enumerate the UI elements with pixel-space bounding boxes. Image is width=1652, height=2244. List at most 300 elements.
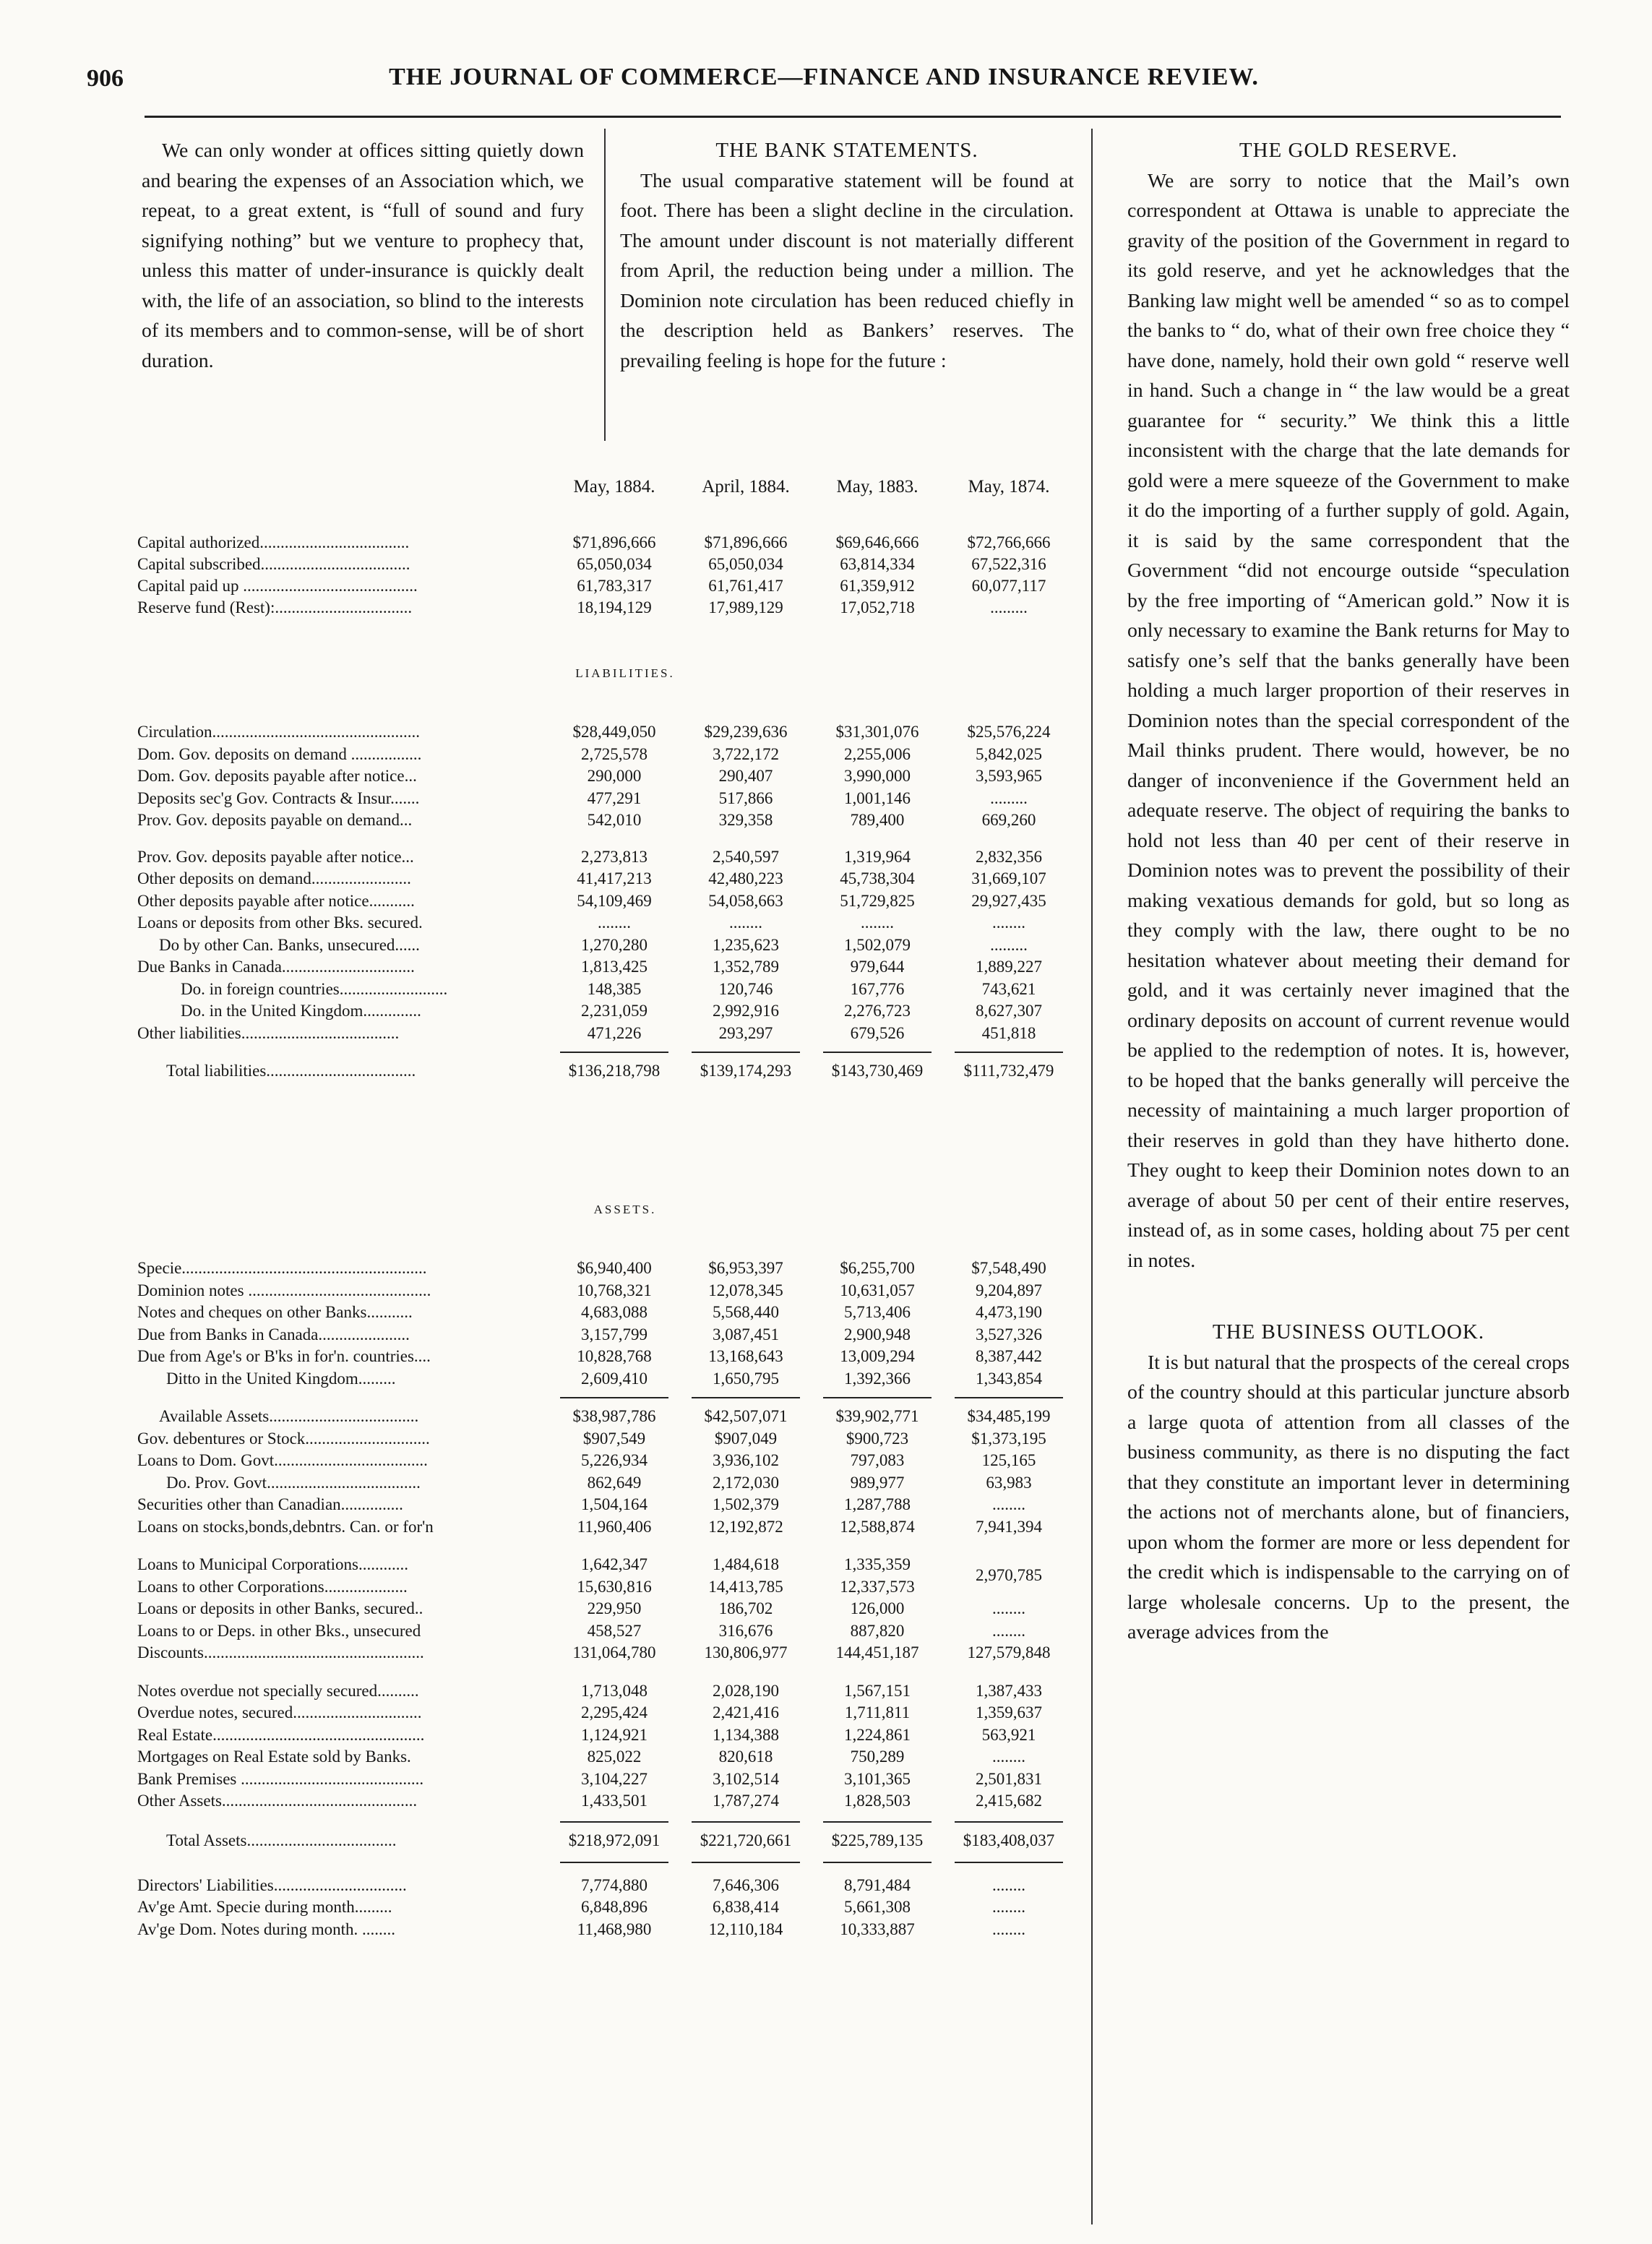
- row-value: 65,050,034: [708, 555, 783, 573]
- row-value: 61,359,912: [840, 577, 915, 595]
- row-value: ........: [992, 1898, 1025, 1916]
- row-value: 797,083: [850, 1451, 905, 1469]
- row-value: $225,789,135: [831, 1831, 924, 1849]
- row-value: $139,174,293: [700, 1062, 792, 1080]
- row-value: ........: [861, 913, 894, 932]
- row-value: $6,940,400: [577, 1259, 652, 1277]
- row-value: $6,255,700: [840, 1259, 915, 1277]
- row-value: 4,683,088: [581, 1303, 648, 1321]
- row-value: 3,101,365: [844, 1769, 911, 1788]
- sum-rule: [692, 1821, 800, 1823]
- row-value: ........: [729, 913, 762, 932]
- row-value: 1,642,347: [581, 1555, 648, 1573]
- liability-row: [137, 892, 1113, 914]
- row-label: Do. in the United Kingdom..............: [181, 1002, 421, 1020]
- row-value: 131,064,780: [572, 1643, 656, 1661]
- row-label: Other liabilities......................................: [137, 1023, 400, 1042]
- row-value: ........: [992, 1599, 1025, 1617]
- table-column-header: May, 1883.: [836, 477, 919, 496]
- row-value: 42,480,223: [708, 869, 783, 887]
- row-label: Other deposits on demand........................: [137, 869, 411, 887]
- row-value: 61,761,417: [708, 577, 783, 595]
- row-label: Loans to Municipal Corporations............: [137, 1555, 408, 1573]
- row-value: 4,473,190: [976, 1303, 1042, 1321]
- row-value: 862,649: [587, 1473, 642, 1492]
- sum-rule: [560, 1821, 668, 1823]
- row-value: 1,828,503: [844, 1792, 911, 1810]
- row-label: Prov. Gov. deposits payable on demand...: [137, 811, 413, 829]
- row-value: 1,713,048: [581, 1681, 648, 1700]
- row-label: Notes overdue not specially secured..........: [137, 1681, 419, 1700]
- asset-row: [137, 1643, 1113, 1666]
- asset-row: [137, 1792, 1113, 1814]
- row-value: 1,504,164: [581, 1495, 648, 1513]
- row-value: 15,630,816: [577, 1577, 652, 1596]
- row-value: 144,451,187: [835, 1643, 919, 1661]
- available-assets-row: [137, 1407, 1113, 1430]
- row-value: .........: [990, 788, 1028, 807]
- corporations-1874-value: 2,970,785: [976, 1566, 1042, 1584]
- row-label: Notes and cheques on other Banks...........: [137, 1303, 413, 1321]
- gold-reserve-paragraph: We are sorry to notice that the Mail’s own correspondent at Ottawa is unable to appreciate the gravity of the position of the Government in regard to its gold reserve, and yet he acknowledges that the Banking law might well be amended “ so as to compel the banks to “ do, what of their own free choice they “ have done, namely, hold their own gold “ reserve well in hand. Such a change in “ the law would be a great guarantee for “ security.” We think this a little inconsistent with the charge that the late demands for gold were a mere squeeze of the Government to make it do the importing of a further supply of gold. Again, it is said by the same correspondent that the Government “did not encourge outside “speculation by the free importing of “American gold.” Now it is only necessary to examine the Bank returns for May to satisfy one’s self that the banks generally have been holding a much larger proportion of their reserves in Dominion notes than the special correspondent of the Mail thinks prudent. There would, however, be no danger of inconvenience if the Government held an adequate reserve. The object of requiring the banks to hold not less than 40 per cent of their reserve in Dominion notes was to prevent the possibility of their making vexatious demands for gold, but so long as they comply with the law, there ought to be no hesitation whatever about meeting their demand for gold, and it was certainly never imagined that the ordinary deposits on account of current revenue would be applied to the redemption of notes. It is, however, to be hoped that the banks generally will perceive the necessity of maintaining a much larger proportion of their reserves in gold than they have hitherto done. They ought to keep their Dominion notes down to an average of about 50 per cent of their entire reserves, instead of, as in some cases, holding about 75 per cent in notes.: [1127, 169, 1570, 1272]
- row-value: ........: [992, 913, 1025, 932]
- sum-rule: [823, 1862, 932, 1863]
- asset-row: [137, 1518, 1113, 1540]
- sum-rule: [560, 1397, 668, 1398]
- row-label: Overdue notes, secured...............................: [137, 1703, 422, 1721]
- row-label: Loans on stocks,bonds,debntrs. Can. or for'n: [137, 1517, 434, 1536]
- row-value: 2,028,190: [713, 1681, 779, 1700]
- row-value: 3,593,965: [976, 767, 1042, 785]
- sum-rule: [560, 1862, 668, 1863]
- row-label: Securities other than Canadian...............: [137, 1495, 403, 1513]
- row-label: Specie...........................................................: [137, 1259, 427, 1277]
- row-value: 6,838,414: [713, 1898, 779, 1916]
- row-value: 5,661,308: [844, 1898, 911, 1916]
- asset-row: [137, 1325, 1113, 1348]
- row-value: 5,226,934: [581, 1451, 648, 1469]
- row-value: 2,540,597: [713, 847, 779, 866]
- row-label: Mortgages on Real Estate sold by Banks.: [137, 1748, 411, 1766]
- row-value: ........: [992, 1920, 1025, 1938]
- row-value: ........: [992, 1875, 1025, 1894]
- row-value: 229,950: [587, 1599, 642, 1617]
- column-2: [620, 136, 1074, 376]
- row-value: 1,567,151: [844, 1681, 911, 1700]
- row-label: Loans to or Deps. in other Bks., unsecured: [137, 1621, 421, 1640]
- row-value: 148,385: [587, 979, 642, 998]
- asset-row: [137, 1281, 1113, 1304]
- row-value: 11,468,980: [577, 1920, 652, 1938]
- row-value: 12,588,874: [840, 1517, 915, 1536]
- total-liabilities-row: [137, 1062, 1113, 1084]
- col2-paragraph: The usual comparative statement will be found at foot. There has been a slight decline in the circulation. The amount under discount is not materially different from April, the reduction being under a million. The Dominion note circulation has been reduced chiefly in the description held as Bankers’ reserves. The prevailing feeling is hope for the future :: [620, 169, 1074, 372]
- row-value: 517,866: [718, 788, 773, 807]
- sum-rule: [955, 1862, 1063, 1863]
- row-value: 120,746: [718, 979, 773, 998]
- row-value: 1,124,921: [581, 1725, 648, 1744]
- row-value: $31,301,076: [835, 723, 919, 741]
- row-value: 29,927,435: [971, 891, 1046, 910]
- row-value: 10,828,768: [577, 1347, 652, 1365]
- asset-row: [137, 1303, 1113, 1325]
- row-value: 2,421,416: [713, 1703, 779, 1721]
- row-label: Loans or deposits from other Bks. secured.: [137, 913, 423, 932]
- row-value: $72,766,666: [967, 533, 1051, 551]
- row-value: 1,889,227: [976, 958, 1042, 976]
- sum-rule: [692, 1397, 800, 1398]
- table-column-header: April, 1884.: [702, 477, 790, 496]
- col1-paragraph: We can only wonder at offices sitting quietly down and bearing the expenses of an Association which, we repeat, to a great extent, is “full of sound and fury signifying nothing” but we venture to prophecy that, unless this matter of under-insurance is quickly dealt with, the life of an association, so blind to the interests of its members and to common-sense, will be of short duration.: [142, 139, 584, 372]
- row-value: 1,359,637: [976, 1703, 1042, 1721]
- row-value: 54,109,469: [577, 891, 652, 910]
- row-label: Reserve fund (Rest):.................................: [137, 598, 413, 616]
- row-value: 2,231,059: [581, 1002, 648, 1020]
- row-value: 63,814,334: [840, 555, 915, 573]
- row-value: 11,960,406: [577, 1517, 652, 1536]
- row-value: 1,287,788: [844, 1495, 911, 1513]
- asset-row: [137, 1622, 1113, 1644]
- liability-row: [137, 958, 1113, 980]
- row-value: $6,953,397: [708, 1259, 783, 1277]
- row-value: $218,972,091: [568, 1831, 661, 1849]
- row-value: 6,848,896: [581, 1898, 648, 1916]
- liability-row: [137, 1002, 1113, 1024]
- table-column-header: May, 1874.: [968, 477, 1050, 496]
- row-value: 7,646,306: [713, 1875, 779, 1894]
- row-value: 329,358: [718, 811, 773, 829]
- page-number: 906: [87, 65, 124, 92]
- row-value: 989,977: [850, 1473, 905, 1492]
- row-value: 2,900,948: [844, 1325, 911, 1344]
- row-value: 290,000: [587, 767, 642, 785]
- business-outlook-heading: THE BUSINESS OUTLOOK.: [1212, 1320, 1485, 1344]
- row-value: 2,415,682: [976, 1792, 1042, 1810]
- asset-row: [137, 1726, 1113, 1748]
- row-value: $907,049: [714, 1429, 778, 1448]
- row-label: Do. Prov. Govt.....................................: [166, 1473, 421, 1492]
- row-value: $25,576,224: [967, 723, 1051, 741]
- row-value: 13,009,294: [840, 1347, 915, 1365]
- row-value: 293,297: [718, 1023, 773, 1042]
- row-value: 126,000: [850, 1599, 905, 1617]
- row-label: Capital authorized....................................: [137, 533, 410, 551]
- row-label: Circulation..................................................: [137, 723, 420, 741]
- row-value: 1,235,623: [713, 935, 779, 954]
- row-value: 1,319,964: [844, 847, 911, 866]
- row-label: Loans to Dom. Govt.....................................: [137, 1451, 428, 1469]
- row-label: Available Assets....................................: [159, 1407, 419, 1425]
- row-value: 3,104,227: [581, 1769, 648, 1788]
- row-value: 679,526: [850, 1023, 905, 1042]
- row-value: 2,273,813: [581, 847, 648, 866]
- row-label: Gov. debentures or Stock..............................: [137, 1429, 430, 1448]
- asset-row: [137, 1599, 1113, 1622]
- row-label: Capital subscribed....................................: [137, 555, 410, 573]
- row-value: 41,417,213: [577, 869, 652, 887]
- asset-row: [137, 1682, 1113, 1704]
- row-value: 9,204,897: [976, 1281, 1042, 1299]
- row-value: 2,295,424: [581, 1703, 648, 1721]
- row-value: $42,507,071: [704, 1407, 788, 1425]
- row-value: 167,776: [850, 979, 905, 998]
- row-value: $69,646,666: [835, 533, 919, 551]
- liability-row: [137, 869, 1113, 892]
- bank-statements-heading: THE BANK STATEMENTS.: [715, 139, 978, 162]
- liability-row: [137, 745, 1113, 768]
- row-value: 2,609,410: [581, 1369, 648, 1388]
- row-value: $28,449,050: [572, 723, 656, 741]
- liability-row: [137, 980, 1113, 1002]
- row-label: Dom. Gov. deposits on demand .................: [137, 744, 422, 763]
- row-value: 1,352,789: [713, 958, 779, 976]
- row-label: Loans or deposits in other Banks, secured..: [137, 1599, 423, 1617]
- row-value: 743,621: [981, 979, 1036, 998]
- row-label: Av'ge Dom. Notes during month. ........: [137, 1920, 395, 1938]
- row-value: $38,987,786: [572, 1407, 656, 1425]
- row-label: Deposits sec'g Gov. Contracts & Insur.......: [137, 788, 420, 807]
- row-value: $907,549: [582, 1429, 646, 1448]
- row-value: ........: [992, 1495, 1025, 1513]
- row-value: 12,078,345: [708, 1281, 783, 1299]
- asset-row: [137, 1430, 1113, 1452]
- row-label: Real Estate...................................................: [137, 1725, 425, 1744]
- asset-row: [137, 1259, 1113, 1281]
- row-value: 8,627,307: [976, 1002, 1042, 1020]
- row-value: ........: [992, 1748, 1025, 1766]
- row-value: 1,484,618: [713, 1555, 779, 1573]
- row-value: 63,983: [986, 1473, 1032, 1492]
- row-label: Discounts.....................................................: [137, 1643, 424, 1661]
- assets-heading: ASSETS.: [593, 1203, 657, 1216]
- row-value: 979,644: [850, 958, 905, 976]
- row-value: 1,392,366: [844, 1369, 911, 1388]
- asset-row: [137, 1451, 1113, 1474]
- liabilities-heading: LIABILITIES.: [575, 666, 675, 680]
- row-value: 3,527,326: [976, 1325, 1042, 1344]
- sum-rule: [692, 1862, 800, 1863]
- capital-row: [137, 577, 1113, 599]
- liability-row: [137, 913, 1113, 936]
- asset-row: [137, 1347, 1113, 1370]
- directors-row: [137, 1898, 1113, 1920]
- directors-row: [137, 1920, 1113, 1943]
- row-value: 1,711,811: [844, 1703, 911, 1721]
- row-value: 18,194,129: [577, 598, 652, 616]
- row-value: 1,001,146: [844, 788, 911, 807]
- row-value: 5,842,025: [976, 744, 1042, 763]
- row-value: 2,255,006: [844, 744, 911, 763]
- row-value: 130,806,977: [704, 1643, 788, 1661]
- row-value: 1,343,854: [976, 1369, 1042, 1388]
- row-value: 17,989,129: [708, 598, 783, 616]
- row-value: 3,990,000: [844, 767, 911, 785]
- sum-rule: [823, 1052, 932, 1053]
- row-label: Av'ge Amt. Specie during month.........: [137, 1898, 392, 1916]
- row-value: 54,058,663: [708, 891, 783, 910]
- row-value: 10,631,057: [840, 1281, 915, 1299]
- row-value: $136,218,798: [568, 1062, 661, 1080]
- row-label: Due from Banks in Canada......................: [137, 1325, 410, 1344]
- table-column-header: May, 1884.: [573, 477, 655, 496]
- sum-rule: [955, 1821, 1063, 1823]
- total-assets-row: [137, 1831, 1113, 1854]
- row-label: Do by other Can. Banks, unsecured......: [159, 935, 420, 954]
- row-value: 471,226: [587, 1023, 642, 1042]
- asset-row: [137, 1370, 1113, 1392]
- row-value: $7,548,490: [971, 1259, 1046, 1277]
- row-label: Other Assets...............................................: [137, 1792, 418, 1810]
- row-value: 451,818: [981, 1023, 1036, 1042]
- row-value: 8,387,442: [976, 1347, 1042, 1365]
- asset-row: [137, 1578, 1113, 1600]
- row-value: $143,730,469: [831, 1062, 924, 1080]
- row-label: Dom. Gov. deposits payable after notice...: [137, 767, 417, 785]
- row-value: 1,813,425: [581, 958, 648, 976]
- row-value: 7,941,394: [976, 1517, 1042, 1536]
- row-value: $183,408,037: [963, 1831, 1055, 1849]
- row-value: 1,433,501: [581, 1792, 648, 1810]
- row-value: 17,052,718: [840, 598, 915, 616]
- row-label: Loans to other Corporations....................: [137, 1577, 408, 1596]
- row-value: 1,787,274: [713, 1792, 779, 1810]
- row-value: 1,502,379: [713, 1495, 779, 1513]
- row-value: $1,373,195: [971, 1429, 1046, 1448]
- row-value: $900,723: [846, 1429, 909, 1448]
- row-value: 13,168,643: [708, 1347, 783, 1365]
- row-value: $71,896,666: [572, 533, 656, 551]
- row-value: 563,921: [981, 1725, 1036, 1744]
- row-value: $34,485,199: [967, 1407, 1051, 1425]
- row-value: ........: [992, 1621, 1025, 1640]
- sum-rule: [823, 1397, 932, 1398]
- row-value: $29,239,636: [704, 723, 788, 741]
- row-value: 3,722,172: [713, 744, 779, 763]
- column-1: [142, 136, 584, 376]
- row-value: $111,732,479: [963, 1062, 1054, 1080]
- row-value: 1,224,861: [844, 1725, 911, 1744]
- sum-rule: [955, 1052, 1063, 1053]
- row-value: $71,896,666: [704, 533, 788, 551]
- row-value: 2,992,916: [713, 1002, 779, 1020]
- liability-row: [137, 767, 1113, 789]
- row-value: 1,335,359: [844, 1555, 911, 1573]
- row-value: 3,087,451: [713, 1325, 779, 1344]
- row-value: $221,720,661: [700, 1831, 792, 1849]
- row-label: Other deposits payable after notice...........: [137, 891, 415, 910]
- row-value: 60,077,117: [971, 577, 1046, 595]
- row-value: 316,676: [718, 1621, 773, 1640]
- row-value: 3,936,102: [713, 1451, 779, 1469]
- row-value: 820,618: [718, 1748, 773, 1766]
- liability-row: [137, 723, 1113, 745]
- row-value: 825,022: [587, 1748, 642, 1766]
- row-value: 12,192,872: [708, 1517, 783, 1536]
- row-value: 1,502,079: [844, 935, 911, 954]
- row-value: 186,702: [718, 1599, 773, 1617]
- asset-row: [137, 1474, 1113, 1496]
- row-value: 31,669,107: [971, 869, 1046, 887]
- row-value: 67,522,316: [971, 555, 1046, 573]
- row-value: 10,768,321: [577, 1281, 652, 1299]
- asset-row: [137, 1770, 1113, 1792]
- row-value: 750,289: [850, 1748, 905, 1766]
- gold-reserve-heading: THE GOLD RESERVE.: [1239, 139, 1458, 162]
- column-divider-1: [604, 129, 606, 441]
- row-value: .........: [990, 935, 1028, 954]
- row-value: 458,527: [587, 1621, 642, 1640]
- row-value: 12,110,184: [708, 1920, 783, 1938]
- row-value: 45,738,304: [840, 869, 915, 887]
- row-value: 2,832,356: [976, 847, 1042, 866]
- row-value: 3,157,799: [581, 1325, 648, 1344]
- directors-row: [137, 1876, 1113, 1899]
- row-value: 887,820: [850, 1621, 905, 1640]
- row-label: Total liabilities....................................: [166, 1062, 416, 1080]
- row-label: Total Assets....................................: [166, 1831, 397, 1849]
- capital-row: [137, 533, 1113, 556]
- row-value: 669,260: [981, 811, 1036, 829]
- liability-row: [137, 848, 1113, 870]
- liability-row: [137, 811, 1113, 833]
- row-label: Prov. Gov. deposits payable after notice...: [137, 847, 414, 866]
- row-value: 51,729,825: [840, 891, 915, 910]
- row-value: 5,568,440: [713, 1303, 779, 1321]
- asset-row: [137, 1703, 1113, 1726]
- capital-row: [137, 555, 1113, 577]
- capital-row: [137, 598, 1113, 621]
- row-value: 2,172,030: [713, 1473, 779, 1492]
- sum-rule: [560, 1052, 668, 1053]
- sum-rule: [823, 1821, 932, 1823]
- asset-row: [137, 1495, 1113, 1518]
- column-3: [1127, 136, 1570, 1648]
- row-label: Due from Age's or B'ks in for'n. countries....: [137, 1347, 431, 1365]
- row-value: 1,650,795: [713, 1369, 779, 1388]
- liability-row: [137, 936, 1113, 958]
- row-value: 125,165: [981, 1451, 1036, 1469]
- page-header: [87, 64, 1561, 107]
- row-value: 2,501,831: [976, 1769, 1042, 1788]
- row-value: 477,291: [587, 788, 642, 807]
- sum-rule: [955, 1397, 1063, 1398]
- row-value: 290,407: [718, 767, 773, 785]
- business-outlook-paragraph: It is but natural that the prospects of the cereal crops of the country should at this particular juncture absorb a large quota of attention from all classes of the business community, as there is no disputing the fact that they constitute an important lever in determining the actions not of merchants alone, but of financiers, upon whom the former are more or less dependent for the credit which is indispensable to the carrying on of large wholesale concerns. Up to the present, the average advices from the: [1127, 1351, 1570, 1643]
- sum-rule: [692, 1052, 800, 1053]
- row-label: Bank Premises ............................................: [137, 1769, 424, 1788]
- row-value: 10,333,887: [840, 1920, 915, 1938]
- liability-row: [137, 1024, 1113, 1046]
- row-value: 3,102,514: [713, 1769, 779, 1788]
- row-value: 5,713,406: [844, 1303, 911, 1321]
- row-value: 65,050,034: [577, 555, 652, 573]
- row-label: Due Banks in Canada................................: [137, 958, 415, 976]
- row-value: 542,010: [587, 811, 642, 829]
- row-value: 2,725,578: [581, 744, 648, 763]
- row-value: ........: [598, 913, 631, 932]
- journal-title: THE JOURNAL OF COMMERCE—FINANCE AND INSURANCE REVIEW.: [389, 64, 1259, 90]
- header-rule: [145, 116, 1561, 118]
- row-value: .........: [990, 598, 1028, 616]
- row-value: 2,276,723: [844, 1002, 911, 1020]
- row-label: Do. in foreign countries..........................: [181, 979, 448, 998]
- row-label: Capital paid up ..........................................: [137, 577, 418, 595]
- row-value: 1,270,280: [581, 935, 648, 954]
- row-label: Dominion notes ............................................: [137, 1281, 431, 1299]
- row-value: 789,400: [850, 811, 905, 829]
- row-value: 61,783,317: [577, 577, 652, 595]
- row-value: 127,579,848: [967, 1643, 1051, 1661]
